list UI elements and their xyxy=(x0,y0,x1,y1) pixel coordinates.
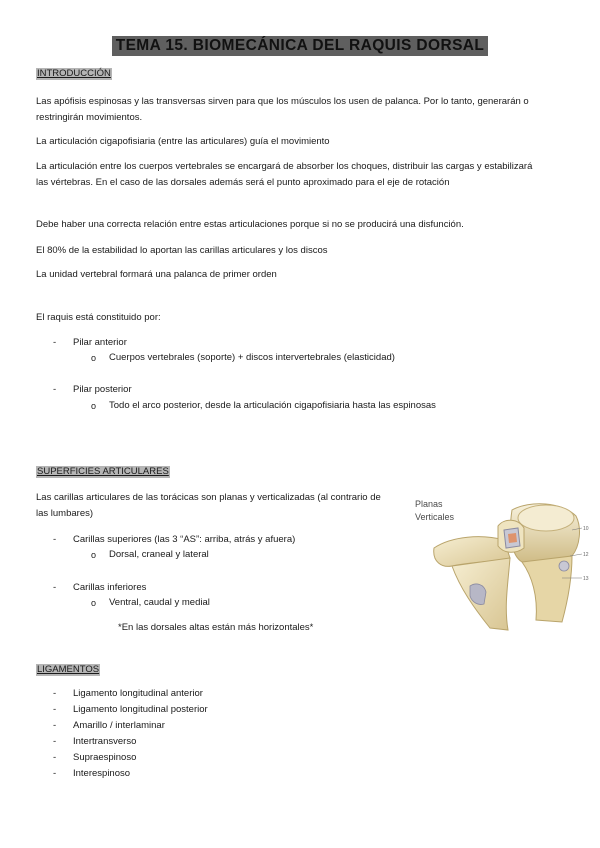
section-heading-introduccion: INTRODUCCIÓN xyxy=(37,68,111,79)
dash-marker: - xyxy=(53,720,57,731)
thoracic-vertebra-illustration xyxy=(412,496,590,636)
sub-list-item-label: Ventral, caudal y medial xyxy=(109,597,210,608)
dash-marker: - xyxy=(53,704,57,715)
paragraph-cigapofisiaria: La articulación cigapofisiaria (entre las articulares) guía el movimiento xyxy=(36,136,330,147)
circle-marker: o xyxy=(91,353,97,363)
paragraph-line: las vértebras. En el caso de las dorsales además será el punto aproximado para el eje de rotación xyxy=(36,176,450,188)
dash-marker: - xyxy=(53,582,57,593)
figure-number: 10 xyxy=(583,526,589,532)
sub-list-item-label: Cuerpos vertebrales (soporte) + discos intervertebrales (elasticidad) xyxy=(109,352,395,363)
dash-marker: - xyxy=(53,337,57,348)
figure-number: 13 xyxy=(583,576,589,582)
paragraph-line: La articulación entre los cuerpos vertebrales se encargará de absorber los choques, distribuir las cargas y estabilizará xyxy=(36,161,533,172)
sub-list-item-label: Todo el arco posterior, desde la articulación cigapofisiaria hasta las espinosas xyxy=(109,400,436,411)
paragraph-line: restringirán movimientos. xyxy=(36,111,143,123)
dash-marker: - xyxy=(53,752,57,763)
sub-list-item-label: Dorsal, craneal y lateral xyxy=(109,549,209,560)
circle-marker: o xyxy=(91,401,97,411)
dash-marker: - xyxy=(53,384,57,395)
paragraph-raquis: El raquis está constituido por: xyxy=(36,312,161,323)
list-item-label: Pilar posterior xyxy=(73,384,132,395)
section-heading-superficies: SUPERFICIES ARTICULARES xyxy=(37,466,169,477)
dash-marker: - xyxy=(53,534,57,545)
paragraph-relacion: Debe haber una correcta relación entre estas articulaciones porque si no se producirá una disfunción. xyxy=(36,219,464,230)
figure-number: 12 xyxy=(583,552,589,558)
paragraph-line: las lumbares) xyxy=(36,507,94,519)
paragraph-carillas xyxy=(36,490,406,521)
note-text: *En las dorsales altas están más horizontales* xyxy=(118,622,314,633)
dash-marker: - xyxy=(53,736,57,747)
circle-marker: o xyxy=(91,598,97,608)
ligament-label: Amarillo / interlaminar xyxy=(73,720,165,731)
dash-marker: - xyxy=(53,768,57,779)
paragraph-estabilidad: El 80% de la estabilidad lo aportan las carillas articulares y los discos xyxy=(36,245,328,256)
ligament-label: Interespinoso xyxy=(73,768,131,779)
list-item-label: Carillas inferiores xyxy=(73,582,147,593)
circle-marker: o xyxy=(91,550,97,560)
facet-highlight xyxy=(508,533,517,543)
paragraph-line: Las apófisis espinosas y las transversas sirven para que los músculos los usen de palanca. Por lo tanto, generarán o xyxy=(36,96,529,107)
paragraph-cuerpos-vertebrales xyxy=(36,159,561,190)
ligament-label: Ligamento longitudinal anterior xyxy=(73,688,203,699)
rib-facet xyxy=(559,561,569,571)
page-title: TEMA 15. BIOMECÁNICA DEL RAQUIS DORSAL xyxy=(112,36,489,56)
vertebral-body-top xyxy=(518,505,574,531)
title-wrapper xyxy=(0,36,600,56)
paragraph-apofisis xyxy=(36,94,561,125)
ligament-label: Ligamento longitudinal posterior xyxy=(73,704,208,715)
list-item-label: Pilar anterior xyxy=(73,337,127,348)
figure-label-verticales: Verticales xyxy=(415,512,455,522)
ligament-label: Intertransverso xyxy=(73,736,137,747)
section-heading-ligamentos: LIGAMENTOS xyxy=(37,664,100,675)
paragraph-line: Las carillas articulares de las torácicas son planas y verticalizadas (al contrario de xyxy=(36,492,381,503)
figure-label-planas: Planas xyxy=(415,499,443,509)
ligament-label: Supraespinoso xyxy=(73,752,137,763)
paragraph-palanca: La unidad vertebral formará una palanca de primer orden xyxy=(36,269,277,280)
dash-marker: - xyxy=(53,688,57,699)
list-item-label: Carillas superiores (las 3 “AS”: arriba, atrás y afuera) xyxy=(73,534,296,545)
